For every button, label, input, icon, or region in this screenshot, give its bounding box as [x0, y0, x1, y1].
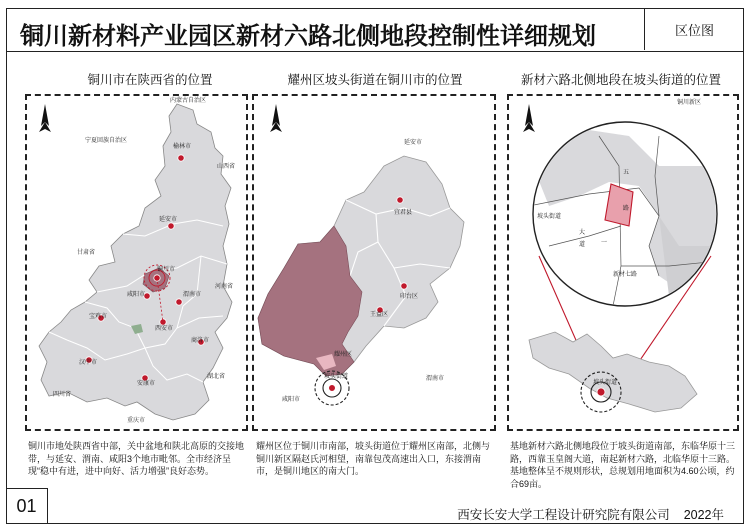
map-label: 咸阳市 — [282, 397, 301, 403]
drawing-type-tag: 区位图 — [644, 8, 744, 50]
map-label: 耀州区 — [334, 352, 353, 358]
map-label: 坡头街道 — [537, 214, 562, 220]
map-label: 印台区 — [400, 294, 419, 300]
map-label: 咸阳市 — [127, 292, 146, 298]
map-label: 道 — [579, 242, 586, 248]
map-label: 河南省 — [215, 284, 234, 290]
potou-street-outline — [529, 332, 697, 412]
map-label: 西安市 — [155, 326, 174, 332]
map-label: 延安市 — [159, 217, 178, 223]
north-arrow-icon — [523, 104, 535, 132]
map-label: 宝鸡市 — [89, 314, 108, 320]
map-label: 新材七路 — [613, 272, 638, 278]
map-label: 宁夏回族自治区 — [85, 138, 128, 144]
tongchuan-map — [254, 96, 494, 429]
page-number: 01 — [6, 488, 48, 524]
province-outline — [39, 104, 232, 420]
site-map — [509, 96, 737, 429]
panel-1-title: 铜川市在陕西省的位置 — [87, 73, 213, 87]
map-label: 坡头街道 — [324, 374, 349, 380]
panel-1-description: 铜川市地处陕西省中部，关中盆地和陕北高原的交接地带，与延安、渭南、咸阳3个地市毗邻。全市经济呈现“稳中有进，进中向好、活力增强”良好态势。 — [28, 441, 245, 476]
map-label: 大 — [579, 230, 586, 236]
map-label: 宜君县 — [394, 210, 413, 216]
map-label: 坡头街道 — [593, 380, 618, 386]
map-label: 湖北省 — [207, 374, 226, 380]
map-label: 山西省 — [217, 164, 236, 170]
shaanxi-map — [27, 96, 246, 429]
map-label: 重庆市 — [127, 418, 146, 424]
map-label: 五 — [623, 170, 630, 176]
panel-2-title: 耀州区坡头街道在铜川市的位置 — [287, 73, 463, 87]
map-label: 路 — [623, 206, 630, 212]
map-label: 渭南市 — [183, 292, 202, 298]
page-title: 铜川新材料产业园区新材六路北侧地段控制性详细规划 — [20, 23, 596, 50]
panel-3-description: 基地新材六路北侧地段位于坡头街道南部，东临华原十三路，西靠玉皇阁大道，南起新材六路，北临华原十三路。基地整体呈不规则形状，总规划用地面积为4.60公顷，约合69亩。 — [510, 441, 736, 489]
map-label: 铜川新区 — [677, 100, 702, 106]
header-bar — [6, 8, 744, 52]
panel-2-description: 耀州区位于铜川市南部，坡头街道位于耀州区南部，北侧与铜川新区隔赵氏河相望，南靠包茂高速出入口，东接渭南市，是铜川地区的南大门。 — [256, 441, 491, 476]
map-label: 一 — [601, 240, 608, 246]
map-label: 四川省 — [53, 392, 72, 398]
map-label: 甘肃省 — [77, 250, 96, 256]
map-label: 商洛市 — [191, 338, 210, 344]
map-label: 王益区 — [370, 312, 389, 318]
map-label: 安康市 — [137, 381, 156, 387]
map-label: 汉中市 — [79, 360, 98, 366]
organization-and-year: 西安长安大学工程设计研究院有限公司 2022年 — [457, 508, 724, 522]
panel-3-title: 新材六路北侧地段在坡头街道的位置 — [520, 73, 721, 87]
map-label: 渭南市 — [426, 376, 445, 382]
map-label: 延安市 — [404, 140, 423, 146]
map-label: 榆林市 — [173, 144, 192, 150]
map-label: 内蒙古自治区 — [170, 98, 207, 104]
north-arrow-icon — [270, 104, 282, 132]
north-arrow-icon — [39, 104, 51, 132]
map-label: 铜川市 — [157, 267, 176, 273]
